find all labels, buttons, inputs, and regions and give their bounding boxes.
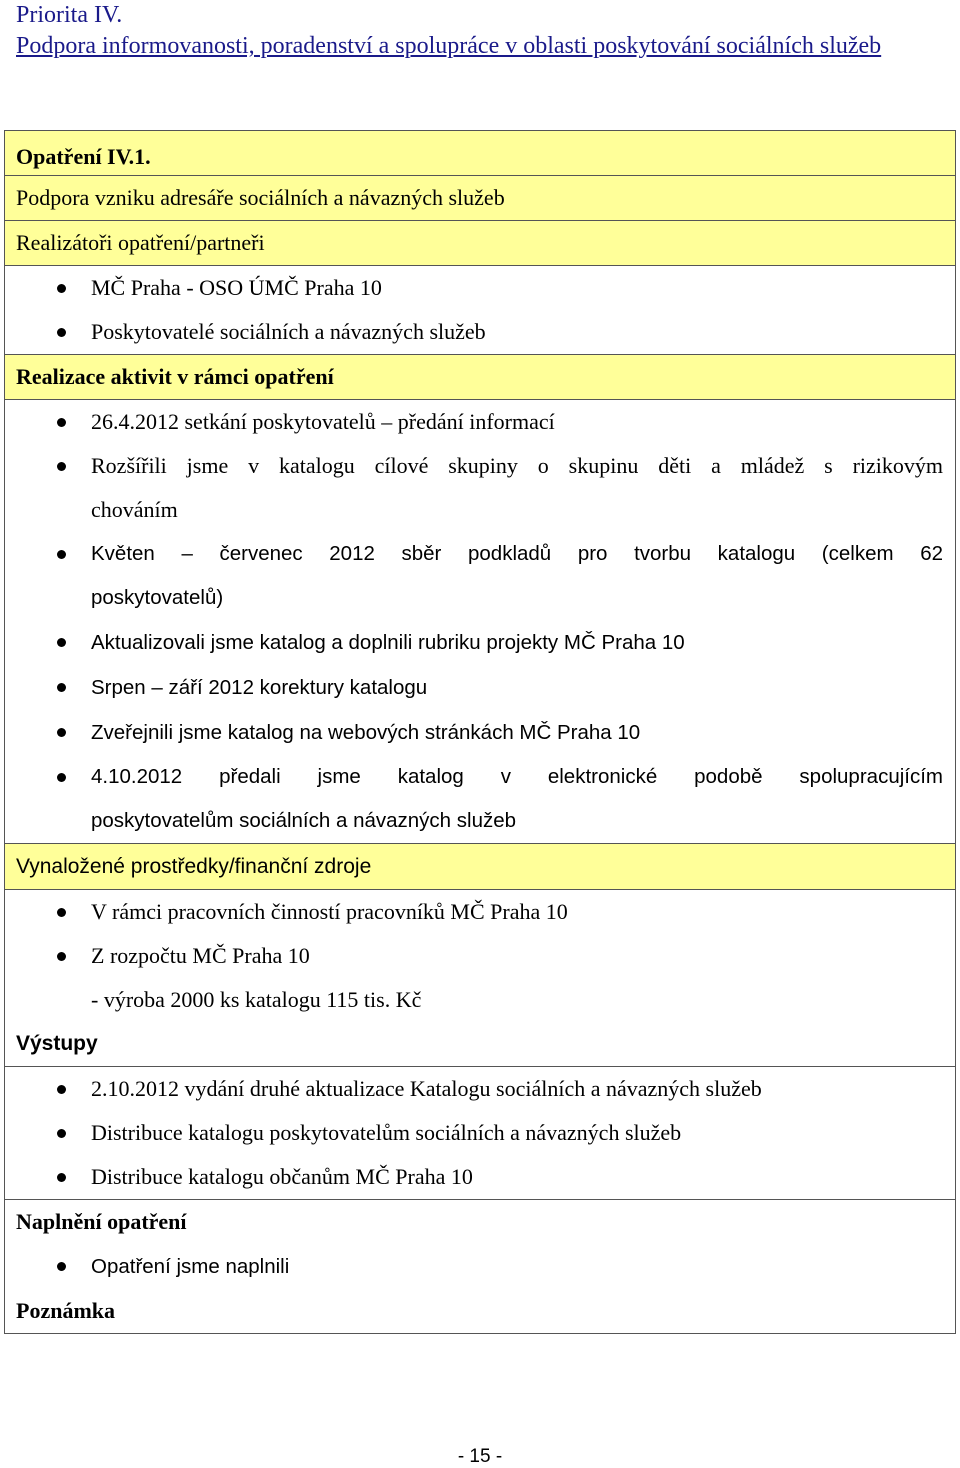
list-item: [5, 755, 955, 843]
fulfilment-cell: [5, 1200, 956, 1334]
list-item: [5, 444, 955, 532]
outputs-cell: [5, 1067, 956, 1200]
list-item: [5, 1111, 955, 1155]
resources-heading: [5, 844, 956, 890]
activities-list: [5, 400, 955, 843]
list-item: [5, 620, 955, 665]
document-header: [16, 0, 946, 62]
bullet-icon: [57, 1129, 66, 1138]
output-text: 2.10.2012 vydání druhé aktualizace Katalogu sociálních a návazných služeb: [91, 1076, 762, 1101]
activity-text: Aktualizovali jsme katalog a doplnili rubriku projekty MČ Praha 10: [91, 631, 685, 654]
activity-text-continued: poskytovatelů): [91, 586, 224, 609]
resources-heading-text: Vynaložené prostředky/finanční zdroje: [16, 855, 372, 878]
activities-cell: [5, 400, 956, 844]
list-item: [5, 1244, 955, 1289]
implementers-list: [5, 266, 955, 354]
activity-text: Květen – červenec 2012 sběr podkladů pro tvorbu katalogu (celkem 62: [91, 542, 943, 565]
fulfilment-list: [5, 1244, 955, 1289]
bullet-icon: [57, 1085, 66, 1094]
activity-text-continued: poskytovatelům sociálních a návazných služeb: [91, 809, 517, 832]
resource-text: V rámci pracovních činností pracovníků MČ Praha 10: [91, 899, 568, 924]
implementer-text: Poskytovatelé sociálních a návazných služeb: [91, 319, 486, 344]
output-text: Distribuce katalogu občanům MČ Praha 10: [91, 1164, 473, 1189]
activity-text: 26.4.2012 setkání poskytovatelů – předání informací: [91, 409, 555, 434]
activity-text: Srpen – září 2012 korektury katalogu: [91, 676, 428, 699]
measure-code: Opatření IV.1.: [5, 131, 956, 176]
list-item: [5, 532, 955, 620]
resources-cell: [5, 890, 956, 1067]
bullet-icon: [57, 773, 66, 782]
outputs-list: [5, 1067, 955, 1199]
measure-table: [4, 130, 956, 1334]
activity-text: Rozšířili jsme v katalogu cílové skupiny o skupinu děti a mládež s rizikovým: [91, 453, 943, 478]
fulfilment-heading: Naplnění opatření: [16, 1209, 187, 1234]
bullet-icon: [57, 952, 66, 961]
page-number: - 15 -: [457, 1446, 503, 1467]
implementers-cell: [5, 266, 956, 355]
implementer-text: MČ Praha - OSO ÚMČ Praha 10: [91, 275, 382, 300]
implementers-heading: Realizátoři opatření/partneři: [5, 221, 956, 266]
list-item: [5, 1155, 955, 1199]
bullet-icon: [57, 683, 66, 692]
resources-list: [5, 890, 955, 978]
outputs-heading: Výstupy: [16, 1032, 98, 1055]
activity-text: Zveřejnili jsme katalog na webových stránkách MČ Praha 10: [91, 721, 641, 744]
bullet-icon: [57, 284, 66, 293]
bullet-icon: [57, 462, 66, 471]
bullet-icon: [57, 728, 66, 737]
resources-note: - výroba 2000 ks katalogu 115 tis. Kč: [91, 987, 422, 1012]
list-item: [5, 665, 955, 710]
list-item: [5, 400, 955, 444]
activity-text: 4.10.2012 předali jsme katalog v elektronické podobě spolupracujícím: [91, 765, 943, 788]
bullet-icon: [57, 638, 66, 647]
output-text: Distribuce katalogu poskytovatelům sociálních a návazných služeb: [91, 1120, 682, 1145]
list-item: [5, 266, 955, 310]
measure-name: Podpora vzniku adresáře sociálních a návazných služeb: [5, 176, 956, 221]
resource-text: Z rozpočtu MČ Praha 10: [91, 943, 310, 968]
priority-title: Podpora informovanosti, poradenství a spolupráce v oblasti poskytování sociálních služeb: [16, 33, 882, 59]
priority-label: Priorita IV.: [16, 2, 123, 28]
list-item: [5, 934, 955, 978]
bullet-icon: [57, 328, 66, 337]
note-heading: Poznámka: [16, 1298, 115, 1323]
list-item: [5, 890, 955, 934]
list-item: [5, 1067, 955, 1111]
bullet-icon: [57, 1173, 66, 1182]
list-item: [5, 710, 955, 755]
bullet-icon: [57, 418, 66, 427]
activities-heading: Realizace aktivit v rámci opatření: [5, 355, 956, 400]
list-item: [5, 310, 955, 354]
bullet-icon: [57, 908, 66, 917]
fulfilment-text: Opatření jsme naplnili: [91, 1255, 290, 1278]
bullet-icon: [57, 1262, 66, 1271]
bullet-icon: [57, 550, 66, 559]
activity-text-continued: chováním: [91, 497, 178, 522]
